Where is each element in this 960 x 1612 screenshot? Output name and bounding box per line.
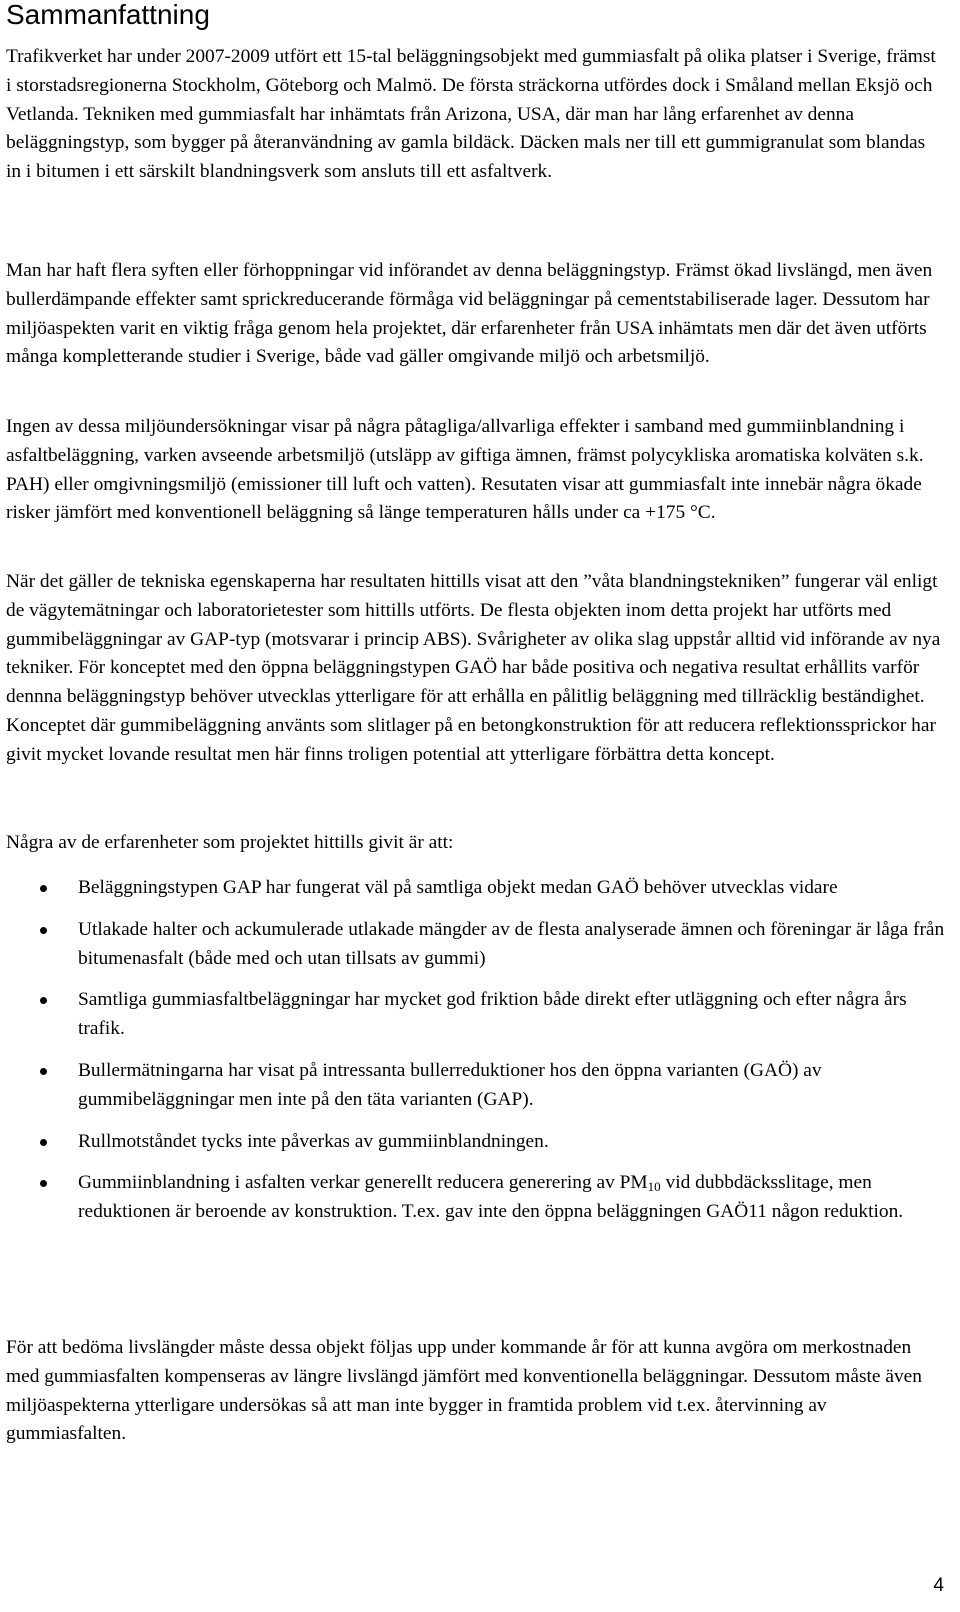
list-item-text: Samtliga gummiasfaltbeläggningar har mycket god friktion både direkt efter utläggning och efter några års trafik.	[78, 989, 907, 1040]
paragraph-environment: Ingen av dessa miljöundersökningar visar på några påtagliga/allvarliga effekter i samband med gummiinblandning i asfaltbeläggning, varken avseende arbetsmiljö (utsläpp av giftiga ämnen, främst polycykliska aromatiska kolväten s.k. PAH) eller omgivningsmiljö (emissioner till luft och vatten). Resutaten visar att gummiasfalt inte innebär några ökade risker jämfört med konventionell beläggning så länge temperaturen hålls under ca +175 °C.	[6, 416, 924, 524]
list-item	[0, 916, 950, 974]
list-item	[0, 1128, 950, 1157]
paragraph-experience-intro: Några av de erfarenheter som projektet hittills givit är att:	[6, 832, 454, 853]
list-item	[0, 1169, 950, 1227]
bullet-icon	[40, 927, 47, 934]
list-item-text-pm-after: vid dubbdäcksslitage, men reduktionen är beroende av konstruktion. T.ex. gav inte den öppna beläggningen GAÖ11 någon reduktion.	[78, 1172, 904, 1223]
bullet-icon	[40, 1180, 47, 1187]
bullet-icon	[40, 1068, 47, 1075]
list-item	[0, 986, 950, 1044]
list-item-text: Utlakade halter och ackumulerade utlakade mängder av de flesta analyserade ämnen och föreningar är låga från bitumenasfalt (både med och utan tillsats av gummi)	[78, 918, 945, 969]
list-item-text: Rullmotståndet tycks inte påverkas av gummiinblandningen.	[78, 1130, 549, 1152]
list-item-text-pm-before: Gummiinblandning i asfalten verkar generellt reducera generering av PM	[78, 1172, 648, 1194]
list-item-text: Bullermätningarna har visat på intressanta bullerreduktioner hos den öppna varianten (GAÖ) av gummibeläggningar men inte på den täta varianten (GAP).	[78, 1059, 822, 1110]
list-item	[0, 874, 950, 903]
page-title: Sammanfattning	[6, 0, 210, 30]
bullet-icon	[40, 885, 47, 892]
list-item-text: Beläggningstypen GAP har fungerat väl på samtliga objekt medan GAÖ behöver utvecklas vidare	[78, 877, 838, 898]
paragraph-purpose: Man har haft flera syften eller förhoppningar vid införandet av denna beläggningstyp. Främst ökad livslängd, men även bullerdämpande effekter samt sprickreducerande förmåga vid beläggningar på cementstabiliserade lager. Dessutom har miljöaspekten varit en viktig fråga genom hela projektet, där erfarenheter från USA inhämtats men där det även utförts många kompletterande studier i Sverige, både vad gäller omgivande miljö och arbetsmiljö.	[6, 260, 933, 368]
bullet-icon	[40, 997, 47, 1004]
paragraph-technical: När det gäller de tekniska egenskaperna har resultaten hittills visat att den ”våta blandningstekniken” fungerar väl enligt de vägytemätningar och laboratorietester som hittills utförts. De flesta objekten inom detta projekt har utförts med gummibeläggningar av GAP-typ (motsvarar i princip ABS). Svårigheter av olika slag uppstår alltid vid införande av nya tekniker. För konceptet med den öppna beläggningstypen GAÖ har både positiva och negativa resultat erhållits varför dennna beläggningstyp behöver utvecklas ytterligare för att erhålla en pålitlig beläggning med tillräcklig beständighet. Konceptet där gummibeläggning använts som slitlager på en betongkonstruktion för att reducera reflektionssprickor har givit mycket lovande resultat men här finns troligen potential att ytterligare förbättra detta koncept.	[6, 571, 941, 765]
page-number: 4	[933, 1575, 944, 1596]
paragraph-intro: Trafikverket har under 2007-2009 utfört ett 15-tal beläggningsobjekt med gummiasfalt på olika platser i Sverige, främst i storstadsregionerna Stockholm, Göteborg och Malmö. De första sträckorna utfördes dock i Småland mellan Eksjö och Vetlanda. Tekniken med gummiasfalt har inhämtats från Arizona, USA, där man har lång erfarenhet av denna beläggningstyp, som bygger på återanvändning av gamla bildäck. Däcken mals ner till ett gummigranulat som blandas in i bitumen i ett särskilt blandningsverk som ansluts till ett asfaltverk.	[6, 46, 936, 183]
pm-subscript: 10	[647, 1179, 661, 1195]
paragraph-closing: För att bedöma livslängder måste dessa objekt följas upp under kommande år för att kunna avgöra om merkostnaden med gummiasfalten kompenseras av längre livslängd jämfört med konventionella beläggningar. Dessutom måste även miljöaspekterna ytterligare undersökas så att man inte bygger in framtida problem vid t.ex. återvinning av gummiasfalten.	[6, 1337, 922, 1445]
experience-list	[0, 874, 950, 1240]
list-item	[0, 1057, 950, 1115]
bullet-icon	[40, 1139, 47, 1146]
